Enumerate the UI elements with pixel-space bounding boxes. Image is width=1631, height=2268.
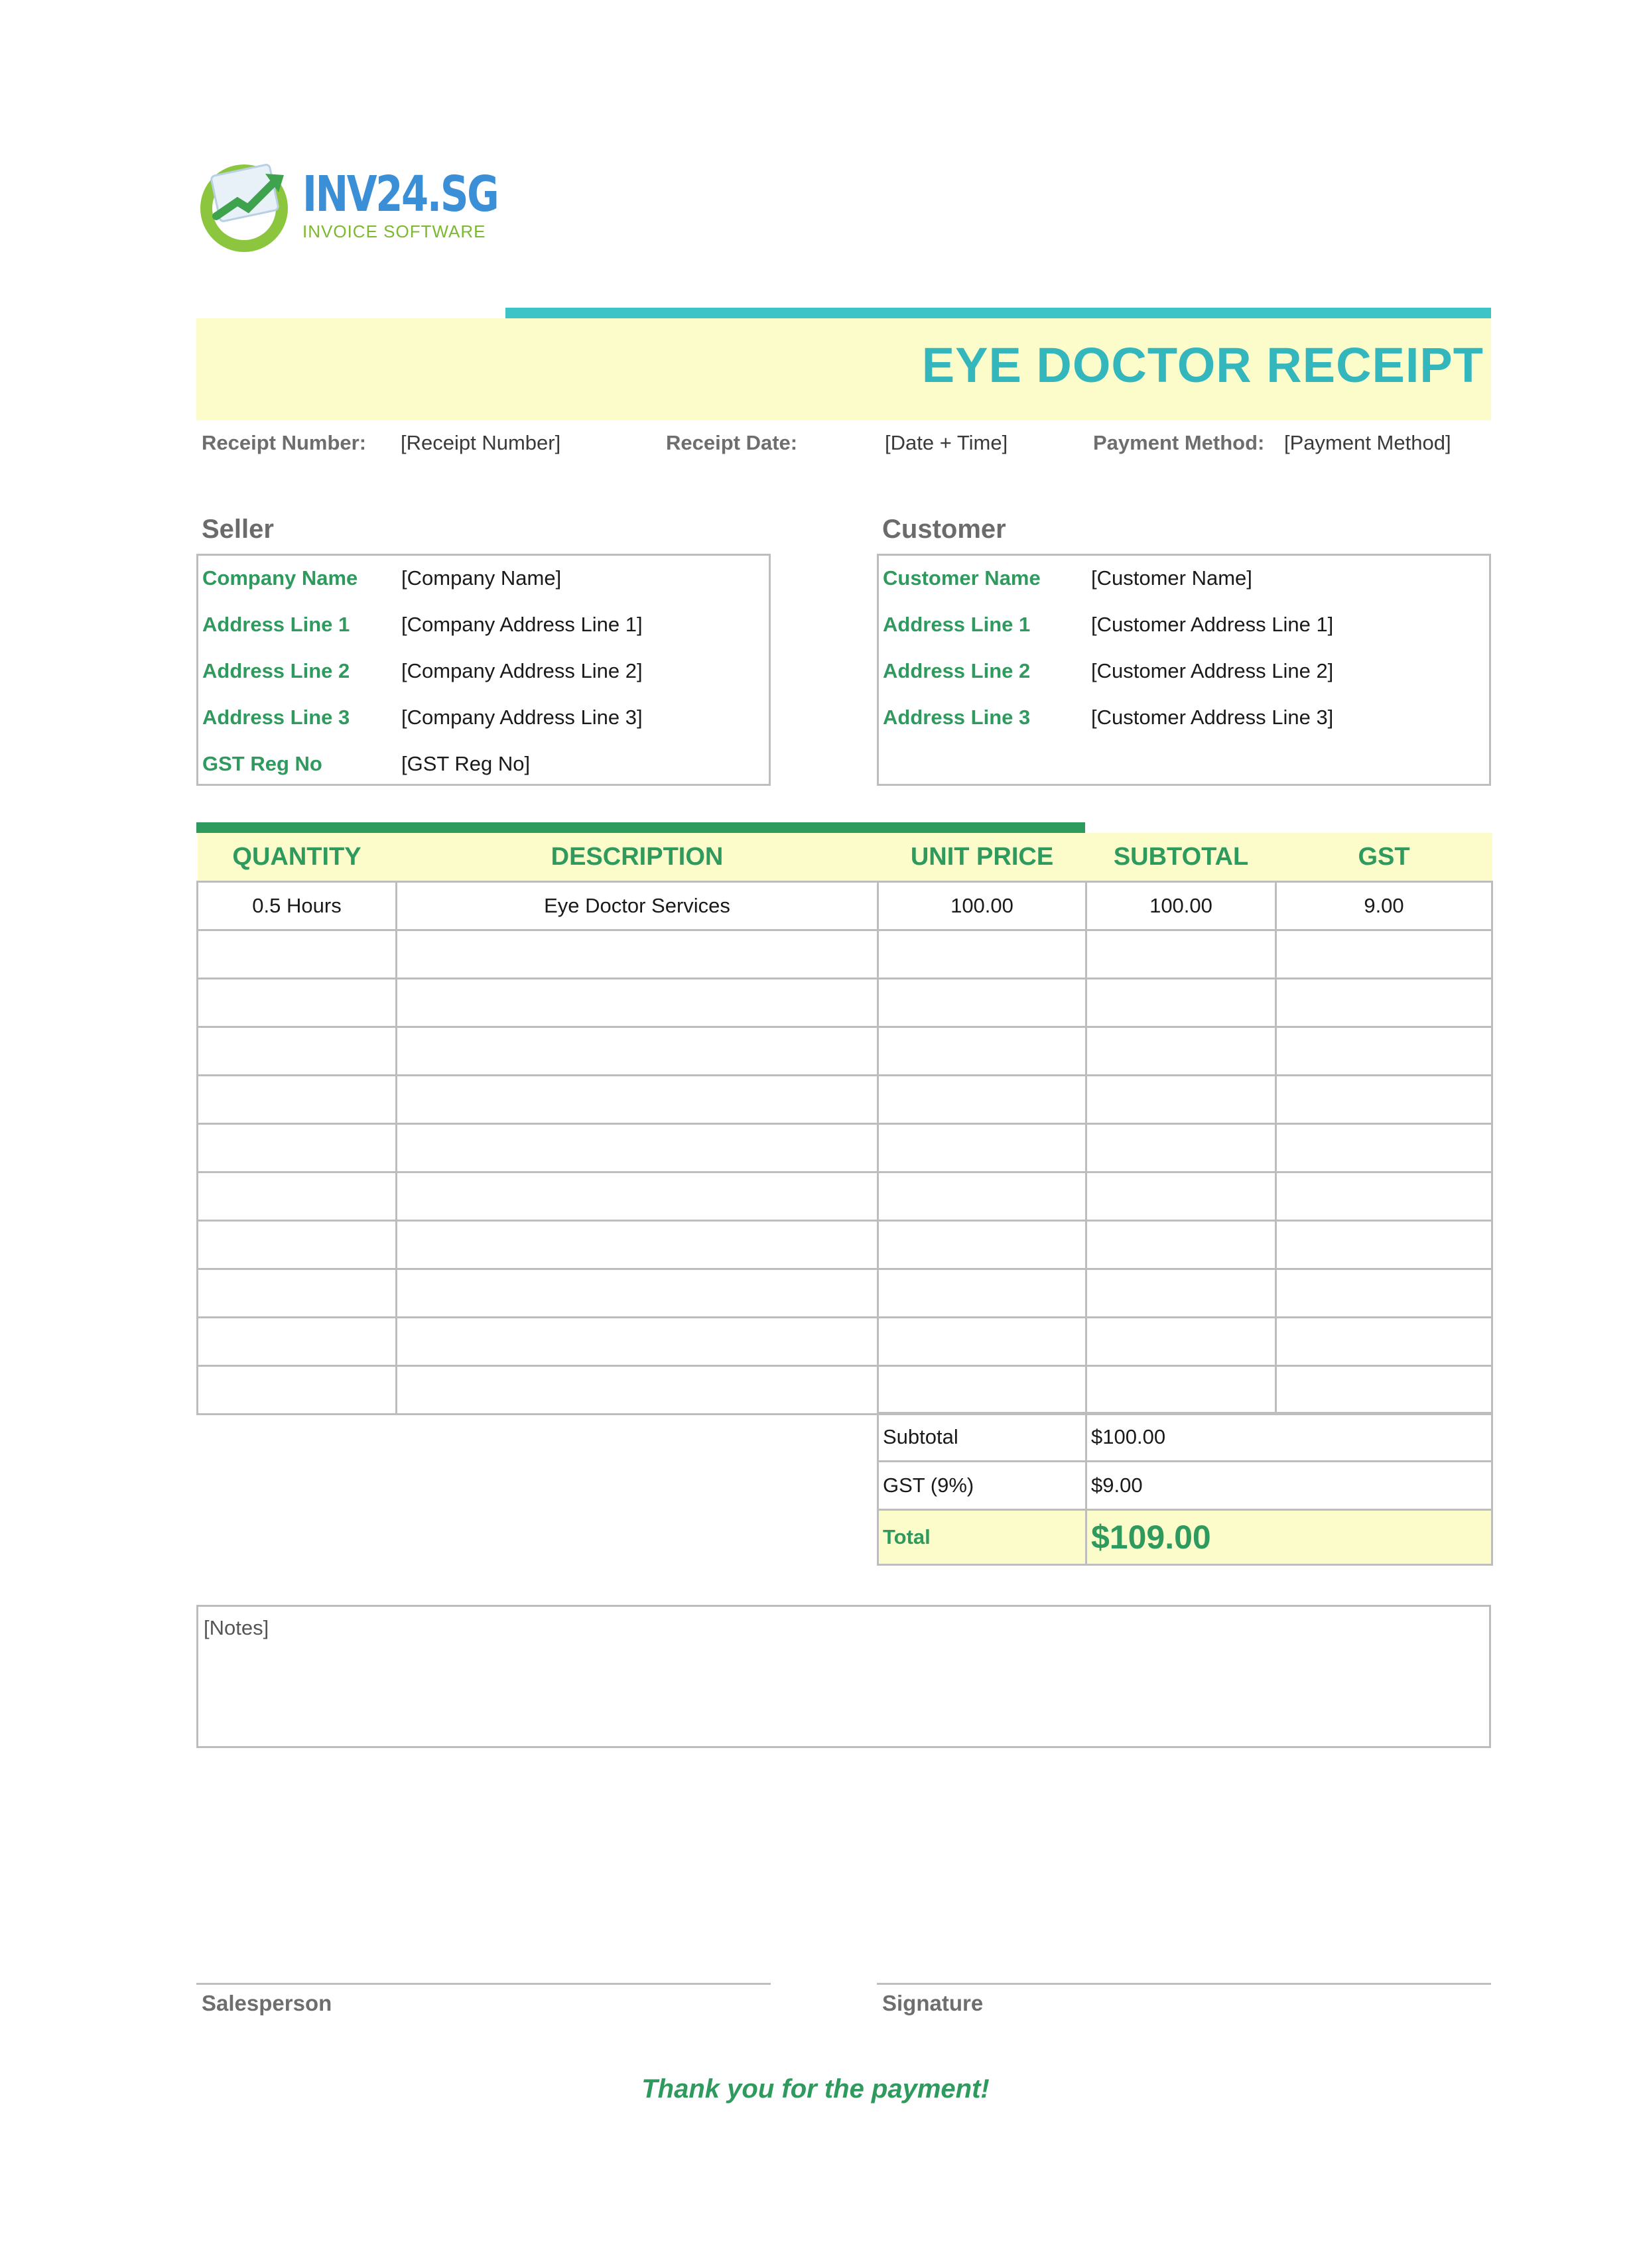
cell-subtotal [1086, 1366, 1276, 1415]
table-row [198, 1027, 1492, 1076]
table-row [198, 1269, 1492, 1318]
subtotal-row [878, 1413, 1492, 1462]
customer-name-value: [Customer Name] [1091, 566, 1252, 590]
gst-row [878, 1462, 1492, 1510]
cell-gst [1276, 1027, 1492, 1076]
cell-subtotal [1086, 1269, 1276, 1318]
payment-method-label: Payment Method: [1093, 431, 1265, 454]
cell-description [397, 979, 878, 1027]
receipt-date-label: Receipt Date: [666, 431, 798, 454]
cell-unit-price [878, 930, 1086, 979]
cell-description [397, 1269, 878, 1318]
cell-subtotal [1086, 1027, 1276, 1076]
payment-method-value: [Payment Method] [1284, 431, 1451, 454]
cell-unit-price [878, 1172, 1086, 1221]
document-title: EYE DOCTOR RECEIPT [921, 338, 1484, 393]
table-row [198, 1172, 1492, 1221]
cell-quantity [198, 1318, 397, 1366]
cell-description: Eye Doctor Services [397, 882, 878, 930]
cell-quantity [198, 1366, 397, 1415]
column-header-quantity: QUANTITY [198, 833, 397, 882]
cell-quantity [198, 1221, 397, 1269]
cell-subtotal [1086, 979, 1276, 1027]
cell-quantity: 0.5 Hours [198, 882, 397, 930]
cell-unit-price [878, 1366, 1086, 1415]
cell-unit-price [878, 1027, 1086, 1076]
column-header-gst: GST [1276, 833, 1492, 882]
table-accent-bar [196, 822, 1085, 833]
column-header-description: DESCRIPTION [397, 833, 878, 882]
cell-quantity [198, 1076, 397, 1124]
seller-address-2-value: [Company Address Line 2] [401, 659, 643, 682]
cell-subtotal: 100.00 [1086, 882, 1276, 930]
total-row [878, 1510, 1492, 1565]
customer-address-2-label: Address Line 2 [883, 659, 1031, 682]
table-row [198, 882, 1492, 930]
cell-gst [1276, 1269, 1492, 1318]
cell-quantity [198, 1027, 397, 1076]
total-value: $109.00 [1086, 1510, 1492, 1565]
cell-subtotal [1086, 1172, 1276, 1221]
items-table [196, 833, 1493, 1415]
customer-signature-line [877, 1983, 1491, 1985]
receipt-date-value: [Date + Time] [885, 431, 1008, 454]
customer-address-2-value: [Customer Address Line 2] [1091, 659, 1334, 682]
seller-address-1-label: Address Line 1 [202, 613, 350, 636]
salesperson-signature-line [196, 1983, 771, 1985]
cell-unit-price: 100.00 [878, 882, 1086, 930]
table-row [198, 1318, 1492, 1366]
cell-gst [1276, 1172, 1492, 1221]
cell-subtotal [1086, 1221, 1276, 1269]
cell-gst [1276, 1318, 1492, 1366]
cell-description [397, 1027, 878, 1076]
cell-unit-price [878, 979, 1086, 1027]
items-header-row [198, 833, 1492, 882]
cell-unit-price [878, 1269, 1086, 1318]
subtotal-label: Subtotal [878, 1413, 1086, 1462]
seller-gst-label: GST Reg No [202, 752, 322, 775]
seller-address-1-value: [Company Address Line 1] [401, 613, 643, 636]
cell-gst: 9.00 [1276, 882, 1492, 930]
seller-heading: Seller [202, 515, 274, 544]
cell-description [397, 1124, 878, 1172]
logo-tagline: INVOICE SOFTWARE [302, 221, 486, 241]
table-row [198, 930, 1492, 979]
column-header-unit-price: UNIT PRICE [878, 833, 1086, 882]
title-accent-bar [505, 308, 1491, 318]
column-header-subtotal: SUBTOTAL [1086, 833, 1276, 882]
cell-subtotal [1086, 1076, 1276, 1124]
cell-subtotal [1086, 1318, 1276, 1366]
logo-icon [196, 155, 296, 255]
receipt-number-value: [Receipt Number] [401, 431, 561, 454]
table-row [198, 979, 1492, 1027]
cell-gst [1276, 1076, 1492, 1124]
notes-text: [Notes] [204, 1616, 269, 1639]
cell-gst [1276, 1124, 1492, 1172]
table-row [198, 1221, 1492, 1269]
table-row [198, 1076, 1492, 1124]
cell-unit-price [878, 1124, 1086, 1172]
notes-box [196, 1605, 1491, 1748]
seller-gst-value: [GST Reg No] [401, 752, 531, 775]
cell-unit-price [878, 1076, 1086, 1124]
customer-heading: Customer [882, 515, 1006, 544]
cell-description [397, 1172, 878, 1221]
table-row [198, 1366, 1492, 1415]
customer-box [877, 554, 1491, 786]
cell-subtotal [1086, 1124, 1276, 1172]
cell-unit-price [878, 1221, 1086, 1269]
cell-quantity [198, 1269, 397, 1318]
subtotal-value: $100.00 [1086, 1413, 1492, 1462]
customer-address-3-label: Address Line 3 [883, 706, 1031, 729]
company-logo [196, 155, 501, 255]
seller-box [196, 554, 771, 786]
cell-description [397, 1221, 878, 1269]
cell-quantity [198, 1124, 397, 1172]
cell-subtotal [1086, 930, 1276, 979]
cell-unit-price [878, 1318, 1086, 1366]
cell-quantity [198, 1172, 397, 1221]
seller-address-3-label: Address Line 3 [202, 706, 350, 729]
salesperson-label: Salesperson [202, 1991, 332, 2015]
cell-gst [1276, 979, 1492, 1027]
cell-description [397, 930, 878, 979]
logo-brand-text: INV24.SG [302, 166, 498, 223]
cell-gst [1276, 1366, 1492, 1415]
cell-description [397, 1318, 878, 1366]
seller-address-2-label: Address Line 2 [202, 659, 350, 682]
table-row [198, 1124, 1492, 1172]
signature-label: Signature [882, 1991, 984, 2015]
cell-description [397, 1076, 878, 1124]
thank-you-message: Thank you for the payment! [641, 2074, 990, 2104]
cell-gst [1276, 930, 1492, 979]
seller-company-name-label: Company Name [202, 566, 358, 590]
customer-address-1-label: Address Line 1 [883, 613, 1031, 636]
cell-description [397, 1366, 878, 1415]
gst-label: GST (9%) [878, 1462, 1086, 1510]
customer-name-label: Customer Name [883, 566, 1041, 590]
seller-company-name-value: [Company Name] [401, 566, 562, 590]
gst-value: $9.00 [1086, 1462, 1492, 1510]
total-label: Total [878, 1510, 1086, 1565]
cell-quantity [198, 930, 397, 979]
cell-gst [1276, 1221, 1492, 1269]
totals-table [877, 1412, 1493, 1566]
seller-address-3-value: [Company Address Line 3] [401, 706, 643, 729]
customer-address-1-value: [Customer Address Line 1] [1091, 613, 1334, 636]
customer-address-3-value: [Customer Address Line 3] [1091, 706, 1334, 729]
receipt-number-label: Receipt Number: [202, 431, 367, 454]
cell-quantity [198, 979, 397, 1027]
